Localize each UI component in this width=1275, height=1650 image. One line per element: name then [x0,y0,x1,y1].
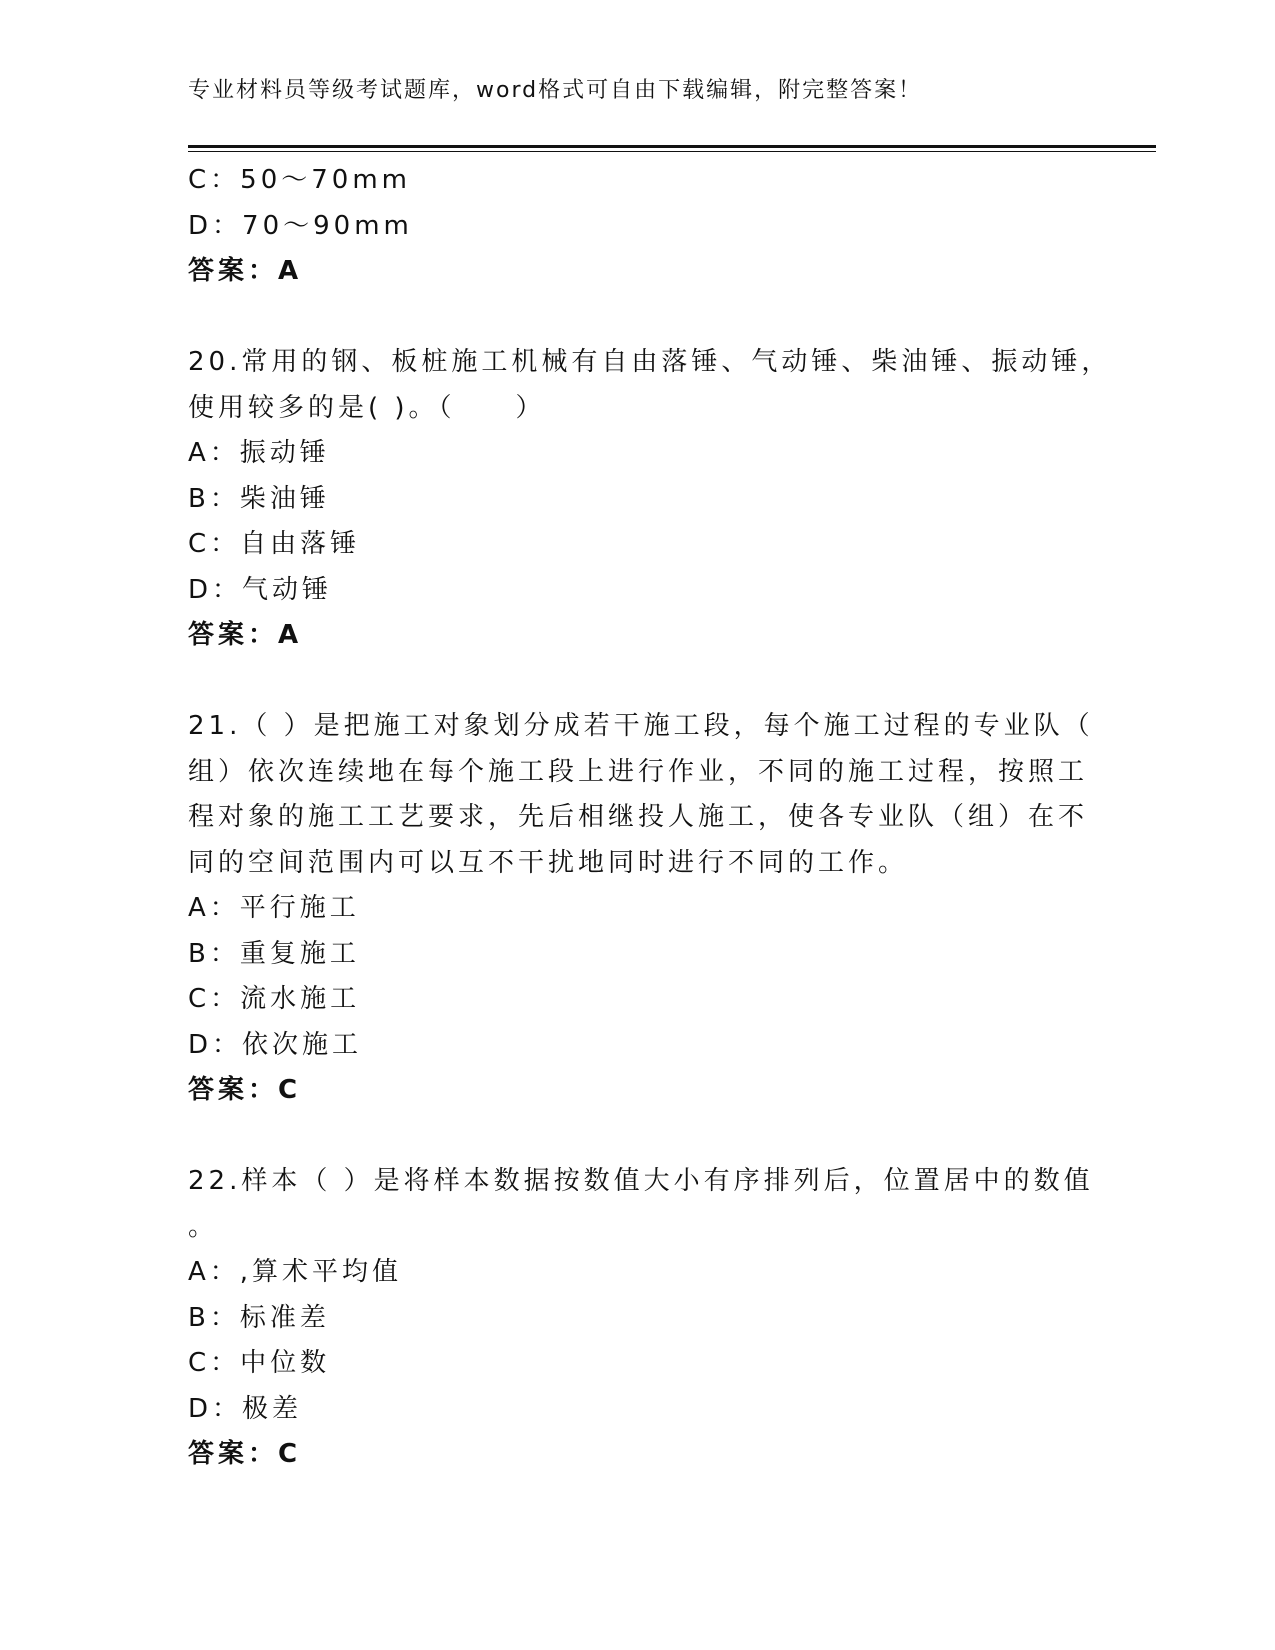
option-a: A：平行施工 [188,893,360,923]
stem-line: 程对象的施工工艺要求，先后相继投人施工，使各专业队（组）在不 [188,802,1089,832]
answer-line: 答案：C [188,1075,302,1105]
stem-line: 。 [188,1211,219,1242]
stem-line: 20.常用的钢、板桩施工机械有自由落锤、气动锤、柴油锤、振动锤， [188,347,1112,377]
option-b: B：柴油锤 [188,483,330,514]
stem-line: 同的空间范围内可以互不干扰地同时进行不同的工作。 [188,847,909,878]
question-stem [188,704,1094,886]
option-c: C：自由落锤 [188,529,361,559]
stem-line: 22.样本（ ）是将样本数据按数值大小有序排列后，位置居中的数值 [188,1166,1094,1196]
option-c: C：中位数 [188,1348,331,1378]
question-stem [188,340,1112,431]
spacer [188,659,1068,705]
option-a: A：振动锤 [188,438,330,468]
option-c: C：流水施工 [188,984,361,1014]
stem-line: 21.（ ）是把施工对象划分成若干施工段，每个施工过程的专业队（ [188,711,1094,741]
spacer [188,1114,1068,1160]
prev-question [188,158,1068,295]
question-stem [188,1159,1094,1250]
header-rule-thick [188,145,1156,148]
option-b: B：标准差 [188,1302,330,1333]
stem-line: 使用较多的是( )。（ ） [188,392,546,423]
answer-line: 答案：C [188,1439,302,1469]
option-d: D：依次施工 [188,1029,363,1060]
page-header: 专业材料员等级考试题库，word格式可自由下载编辑，附完整答案！ [188,78,923,103]
answer-line: 答案：A [188,620,303,650]
header-rule-thin [188,151,1156,152]
answer-line: 答案：A [188,256,303,286]
question-22 [188,1159,1094,1478]
option-d: D：气动锤 [188,574,333,605]
document-content [188,158,1112,1478]
question-21 [188,704,1094,1114]
question-20 [188,340,1112,659]
stem-line: 组）依次连续地在每个施工段上进行作业，不同的施工过程，按照工 [188,756,1089,787]
spacer [188,295,1068,341]
option-c: C：50～70mm [188,165,411,195]
option-a: A：,算术平均值 [188,1257,403,1287]
option-b: B：重复施工 [188,938,360,969]
option-d: D：70～90mm [188,210,413,241]
option-d: D：极差 [188,1393,303,1424]
